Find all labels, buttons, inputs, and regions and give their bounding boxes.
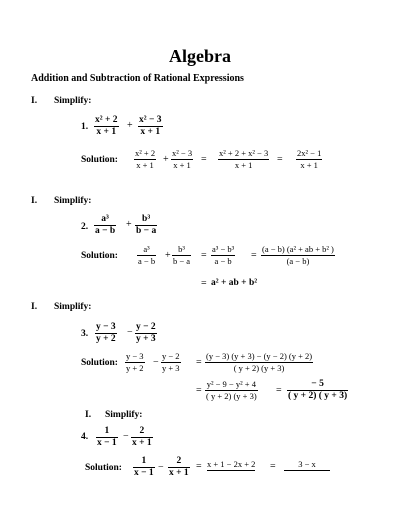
problem-number: 1. bbox=[81, 122, 89, 132]
prompt-label: Simplify: bbox=[54, 302, 92, 312]
section-marker: I. bbox=[85, 410, 92, 420]
problem-number: 2. bbox=[81, 222, 89, 232]
operator: + bbox=[126, 219, 132, 230]
operator: − bbox=[127, 327, 133, 338]
solution-fraction-1: $\frac{y - 3}{y + 2}$ bbox=[126, 351, 144, 373]
solution-fraction-1: $\frac{\text{x² + 2}}{x + 1}$ bbox=[135, 148, 156, 170]
problem-number: 4. bbox=[81, 432, 89, 442]
operator: − bbox=[123, 431, 129, 442]
equals-sign: = bbox=[201, 278, 207, 289]
result-fraction-2: $\frac{\text{y² − 9 − y² + 4}}{( y + 2) (y + 3)}$ bbox=[206, 379, 257, 401]
section-marker: I. bbox=[31, 96, 38, 106]
result-fraction-1: $\frac{\text{x² + 2 + x² − 3}}{x + 1}$ bbox=[219, 148, 269, 170]
solution-label: Solution: bbox=[81, 155, 118, 165]
result-fraction-2: $\frac{\text{2x² − 1}}{x + 1}$ bbox=[297, 148, 322, 170]
equals-sign: = bbox=[270, 461, 276, 472]
solution-fraction-1: $\frac{1}{x - 1}$ bbox=[134, 456, 154, 478]
question-fraction-1: $\frac{\text{a³}}{a - b}$ bbox=[95, 214, 116, 236]
equals-sign: = bbox=[196, 385, 202, 396]
prompt-label: Simplify: bbox=[54, 196, 92, 206]
question-fraction-2: $\frac{\text{x² − 3}}{x + 1}$ bbox=[139, 115, 162, 137]
result-fraction-2: $\frac{\text{(a − b) (a² + ab + b² )}}{(a - b)}$ bbox=[262, 244, 334, 266]
equals-sign: = bbox=[251, 250, 257, 261]
section-marker: I. bbox=[31, 302, 38, 312]
section-marker: I. bbox=[31, 196, 38, 206]
solution-fraction-2: $\frac{\text{x² − 3}}{x + 1}$ bbox=[172, 148, 193, 170]
solution-fraction-2: $\frac{y - 2}{y + 3}$ bbox=[162, 351, 180, 373]
equals-sign: = bbox=[277, 154, 283, 165]
page-title: Algebra bbox=[169, 46, 231, 66]
question-fraction-2: $\frac{\text{b³}}{b - a}$ bbox=[136, 214, 157, 236]
equals-sign: = bbox=[201, 154, 207, 165]
result-fraction-1: $\frac{\text{a³ − b³}}{a - b}$ bbox=[212, 244, 235, 266]
equals-sign: = bbox=[201, 250, 207, 261]
equals-sign: = bbox=[196, 461, 202, 472]
operator: + bbox=[163, 154, 169, 165]
equals-sign: = bbox=[196, 357, 202, 368]
result-fraction-1: $\frac{(y - 3) (y + 3) - (y - 2) (y + 2)}{( y + 2) (y + 3)}$ bbox=[206, 351, 313, 373]
prompt-label: Simplify: bbox=[54, 96, 92, 106]
operator: − bbox=[153, 357, 159, 368]
equals-sign: = bbox=[276, 385, 282, 396]
solution-label: Solution: bbox=[81, 251, 118, 261]
solution-fraction-2: $\frac{\text{b³}}{b - a}$ bbox=[173, 244, 191, 266]
operator: + bbox=[127, 120, 133, 131]
final-answer: a² + ab + b² bbox=[211, 278, 258, 288]
solution-label: Solution: bbox=[85, 463, 122, 473]
operator: − bbox=[158, 462, 164, 473]
result-fraction-3: $\frac{- 5}{( y + 2) ( y + 3)}$ bbox=[288, 379, 348, 401]
question-fraction-1: $\frac{y - 3}{y + 2}$ bbox=[96, 322, 116, 344]
question-fraction-2: $\frac{y - 2}{y + 3}$ bbox=[136, 322, 156, 344]
prompt-label: Simplify: bbox=[105, 410, 143, 420]
solution-fraction-2: $\frac{2}{x + 1}$ bbox=[169, 456, 189, 478]
problem-number: 3. bbox=[81, 329, 89, 339]
result-numerator-1: x + 1 − 2x + 2 bbox=[207, 459, 256, 469]
solution-fraction-1: $\frac{\text{a³}}{a - b}$ bbox=[138, 244, 156, 266]
question-fraction-2: $\frac{2}{x + 1}$ bbox=[132, 426, 152, 448]
question-fraction-1: $\frac{\text{x² + 2}}{x + 1}$ bbox=[95, 115, 118, 137]
solution-label: Solution: bbox=[81, 358, 118, 368]
question-fraction-1: $\frac{1}{x - 1}$ bbox=[97, 426, 117, 448]
result-numerator-2: 3 − x bbox=[284, 459, 330, 471]
page-subtitle: Addition and Subtraction of Rational Expressions bbox=[31, 73, 244, 84]
operator: + bbox=[165, 250, 171, 261]
